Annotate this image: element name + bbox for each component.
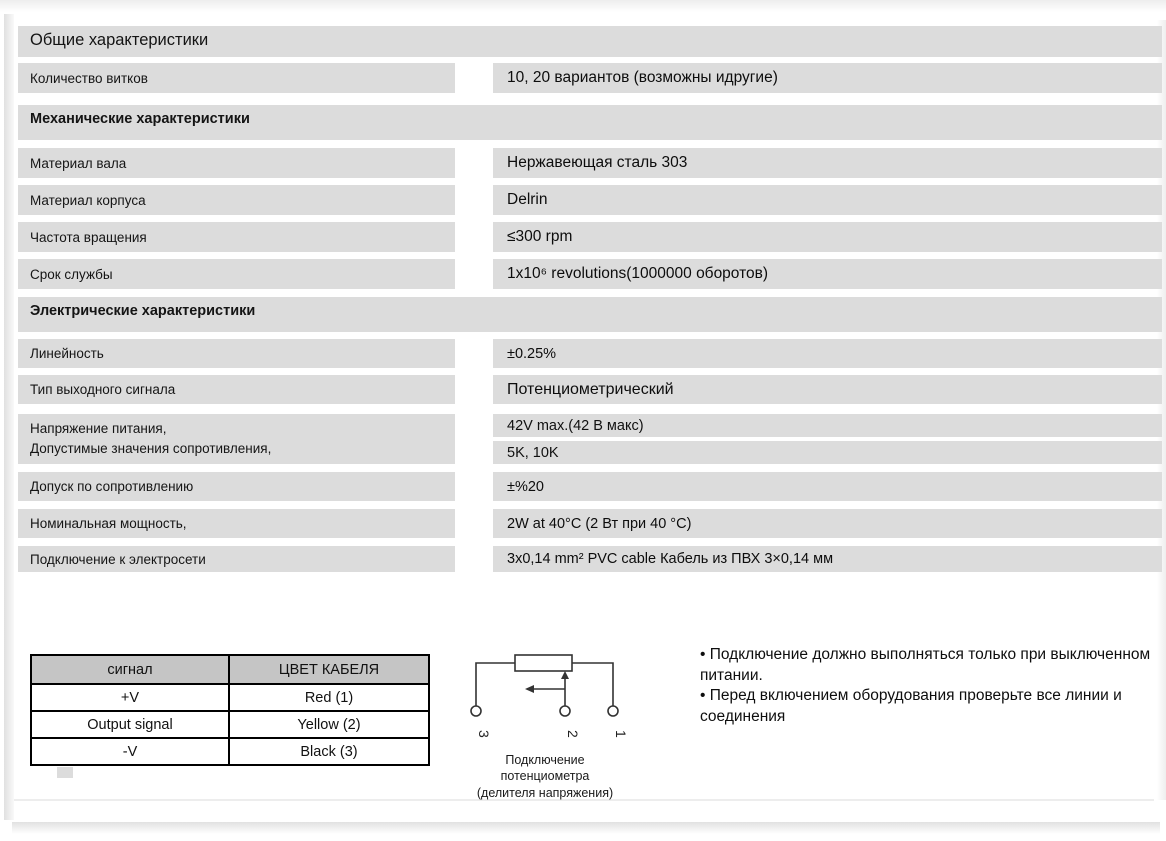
row-label: Количество витков [18,63,455,93]
table-row [18,472,1162,501]
table-row [18,509,1162,538]
row-label: Тип выходного сигнала [18,375,455,404]
resistor-body [515,655,572,671]
scan-artifact [57,767,73,778]
table-row [32,737,428,764]
row-label-line2: Допустимые значения сопротивления, [30,441,272,456]
terminal-label-2: 2 [565,730,581,738]
wiring-signal: +V [32,683,230,710]
section-header-general: Общие характеристики [18,26,1162,57]
wire-terminal-3 [476,663,515,706]
wire-terminal-1 [572,663,613,706]
wiring-header-signal: сигнал [32,656,230,683]
diagram-caption-line: потенциометра [500,769,590,784]
column-gap [455,414,493,464]
row-value: ≤300 rpm [493,222,1162,252]
table-row-dual [18,414,1162,464]
column-gap [455,339,493,368]
diagram-caption [440,752,650,801]
note-item: • Перед включением оборудования проверьте все линии и соединения [700,687,1122,725]
row-value: Delrin [493,185,1162,215]
table-row [18,185,1162,215]
page-shadow-left [4,14,14,820]
diagram-caption-line: (делителя напряжения) [476,785,614,800]
row-value: ±0.25% [493,339,1162,368]
row-label-line1: Напряжение питания, [30,421,167,437]
wiring-header-color: ЦВЕТ КАБЕЛЯ [230,656,428,683]
wiring-header-row [32,656,428,683]
column-gap [455,63,493,93]
wiring-color: Yellow (2) [230,710,428,737]
row-value: Потенциометрический [493,375,1162,404]
column-gap [455,546,493,572]
table-row [18,148,1162,178]
row-label: Линейность [18,339,455,368]
row-value: 5K, 10K [493,441,1162,464]
row-label: Частота вращения [18,222,455,252]
table-row [32,683,428,710]
section-header-electrical: Электрические характеристики [18,297,1162,332]
wiper-arrowhead-up [561,671,569,679]
wiring-color: Black (3) [230,737,428,764]
row-label [18,414,455,464]
row-value: 1x10⁶ revolutions(1000000 оборотов) [493,259,1162,289]
page-shadow-top [0,0,1166,12]
wiper-arrowhead-left [525,685,534,693]
row-value: Нержавеющая сталь 303 [493,148,1162,178]
potentiometer-schematic [452,630,638,750]
table-row [32,710,428,737]
row-label: Материал вала [18,148,455,178]
table-row [18,222,1162,252]
row-value: 10, 20 вариантов (возможны идругие) [493,63,1162,93]
dual-values [493,414,1162,464]
terminal-label-1: 1 [613,730,629,738]
row-value: 3x0,14 mm² PVC cable Кабель из ПВХ 3×0,14 мм [493,546,1162,572]
row-label: Срок службы [18,259,455,289]
column-gap [455,509,493,538]
terminal-1-pin [608,706,618,716]
wiring-signal: Output signal [32,710,230,737]
note-item: • Подключение должно выполняться только при выключенном питании. [700,646,1151,684]
page-shadow-bottom [12,822,1160,834]
row-value: 42V max.(42 В макс) [493,414,1162,437]
column-gap [455,185,493,215]
terminal-3-pin [471,706,481,716]
row-label: Подключение к электросети [18,546,455,572]
terminal-label-3: 3 [476,730,492,738]
spec-table [18,26,1162,572]
column-gap [455,375,493,404]
table-row [18,375,1162,404]
safety-notes [700,645,1166,727]
column-gap [455,148,493,178]
row-value: 2W at 40°C (2 Вт при 40 °C) [493,509,1162,538]
table-row [18,546,1162,572]
row-label: Допуск по сопротивлению [18,472,455,501]
table-row [18,63,1162,93]
column-gap [455,472,493,501]
wiring-color: Red (1) [230,683,428,710]
section-header-mechanical: Механические характеристики [18,105,1162,140]
terminal-2-pin [560,706,570,716]
column-gap [455,259,493,289]
wiring-table [30,654,430,766]
row-value: ±%20 [493,472,1162,501]
row-label: Номинальная мощность, [18,509,455,538]
diagram-caption-line: Подключение [505,753,585,767]
potentiometer-diagram-svg [452,630,638,750]
wiring-signal: -V [32,737,230,764]
table-row [18,339,1162,368]
table-row [18,259,1162,289]
column-gap [455,222,493,252]
row-label: Материал корпуса [18,185,455,215]
